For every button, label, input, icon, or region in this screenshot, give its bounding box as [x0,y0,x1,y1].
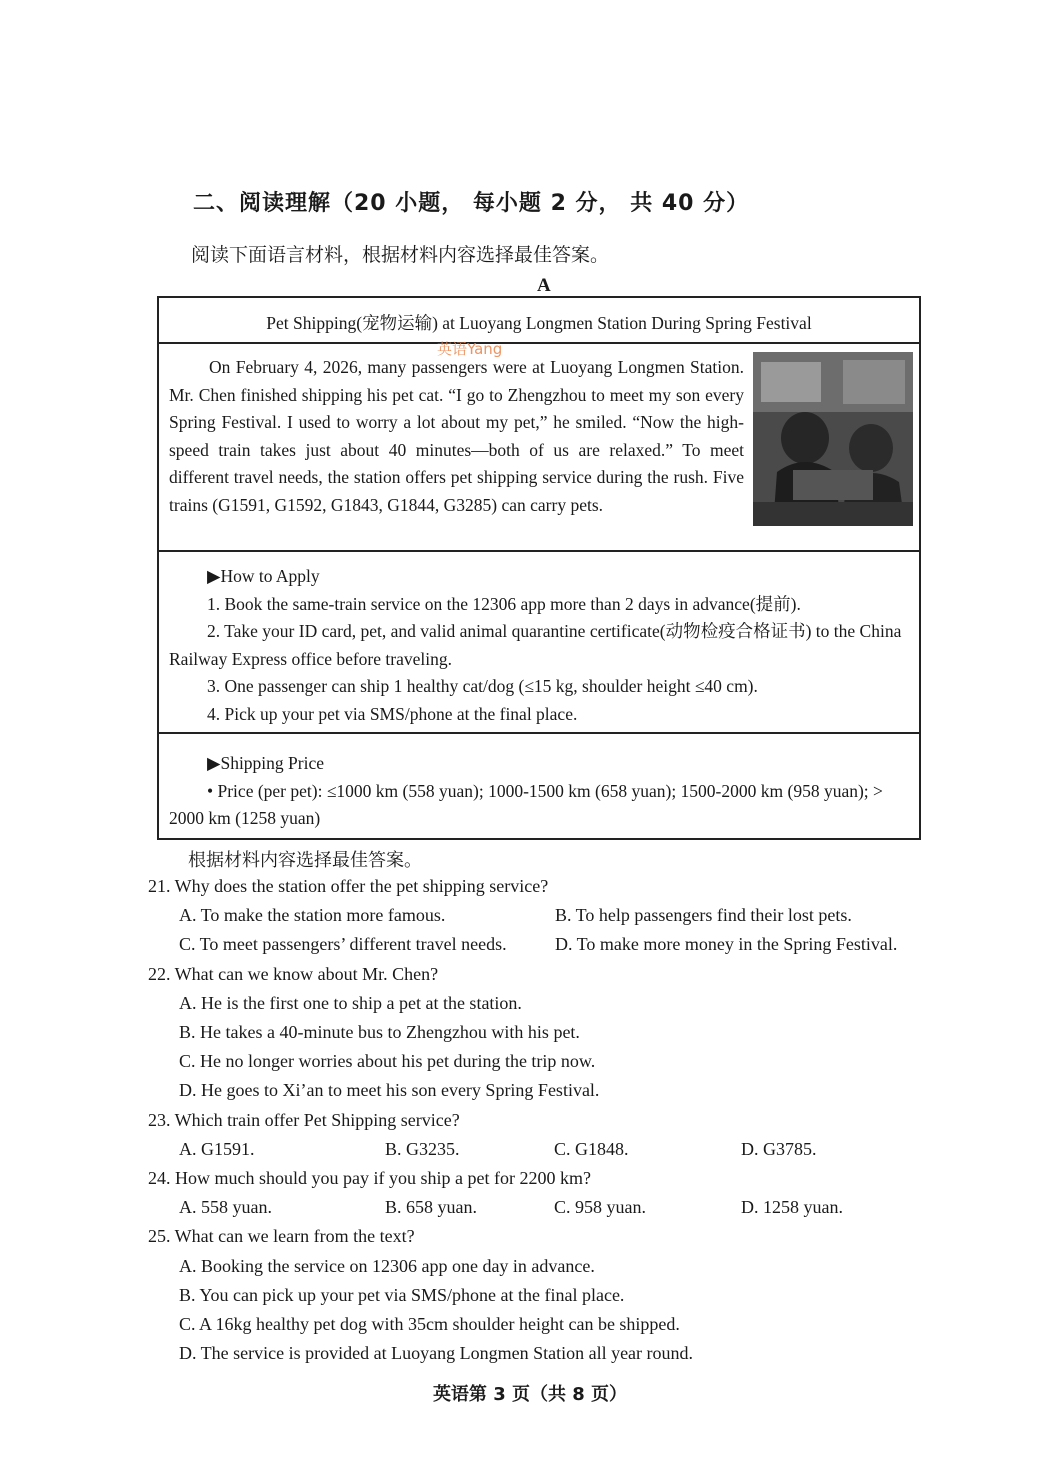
question-stem: 22. What can we know about Mr. Chen? [148,963,439,984]
questions [148,872,938,1368]
instruction: 阅读下面语言材料，根据材料内容选择最佳答案。 [191,244,610,266]
option[interactable]: B. G3235. [385,1138,460,1159]
option[interactable]: C. G1848. [554,1138,629,1159]
question-stem: 25. What can we learn from the text? [148,1226,415,1247]
option-row [148,901,938,930]
intro-paragraph [169,354,744,519]
divider [159,732,919,734]
watermark: 英语Yang [437,340,503,358]
price-section [169,750,913,833]
intro-text: On February 4, 2026, many passengers were at Luoyang Longmen Station. Mr. Chen finished shipping his pet cat. “I go to Zhengzhou to meet my son every Spring Festival. I used to worry a lot about my pet,” he smiled. “Now the high-speed train takes just about 40 minutes—both of us are relaxed.” To meet different travel needs, the station offers pet shipping service during the rush. Five trains (G1591, G1592, G1843, G1844, G3285) can carry pets. [169,357,744,515]
question-stem: 23. Which train offer Pet Shipping service? [148,1109,460,1130]
option-row [148,1135,938,1164]
photo-image [753,352,913,526]
passage-letter: A [537,275,551,296]
apply-item: 1. Book the same-train service on the 12306 app more than 2 days in advance(提前). [207,593,801,614]
passage-title: Pet Shipping(宠物运输) at Luoyang Longmen Station During Spring Festival [266,313,812,333]
apply-item: 4. Pick up your pet via SMS/phone at the final place. [207,703,578,724]
option[interactable]: D. To make more money in the Spring Festival. [555,934,898,955]
option-row [148,1193,938,1222]
section-heading: 二、阅读理解（20 小题， 每小题 2 分， 共 40 分） [193,191,750,216]
option[interactable]: A. G1591. [179,1138,255,1159]
apply-item: 2. Take your ID card, pet, and valid animal quarantine certificate(动物检疫合格证书) to the China Railway Express office before traveling. [169,621,902,669]
option[interactable]: A. 558 yuan. [179,1197,272,1218]
option-row [148,930,938,959]
question-instruction: 根据材料内容选择最佳答案。 [188,850,422,871]
option[interactable]: D. He goes to Xi’an to meet his son every Spring Festival. [179,1080,600,1101]
option[interactable]: C. To meet passengers’ different travel needs. [179,934,507,955]
option[interactable]: B. To help passengers find their lost pets. [555,905,852,926]
apply-section [169,563,913,728]
option[interactable]: D. 1258 yuan. [741,1197,843,1218]
divider [159,550,919,552]
option[interactable]: C. A 16kg healthy pet dog with 35cm shoulder height can be shipped. [179,1314,680,1335]
passenger-photo [753,352,913,526]
option[interactable]: B. You can pick up your pet via SMS/phone at the final place. [179,1284,625,1305]
option[interactable]: C. 958 yuan. [554,1197,646,1218]
option[interactable]: D. G3785. [741,1138,817,1159]
passage-box [157,296,921,840]
apply-heading: ▶How to Apply [207,566,320,586]
question-stem: 21. Why does the station offer the pet shipping service? [148,876,549,896]
option[interactable]: C. He no longer worries about his pet during the trip now. [179,1051,596,1072]
option[interactable]: A. To make the station more famous. [179,905,446,926]
option[interactable]: A. He is the first one to ship a pet at the station. [179,992,522,1013]
option[interactable]: A. Booking the service on 12306 app one day in advance. [179,1255,595,1276]
question-stem: 24. How much should you pay if you ship a pet for 2200 km? [148,1168,591,1189]
option[interactable]: B. 658 yuan. [385,1197,477,1218]
option[interactable]: B. He takes a 40-minute bus to Zhengzhou with his pet. [179,1022,580,1043]
option[interactable]: D. The service is provided at Luoyang Longmen Station all year round. [179,1343,694,1364]
price-line: • Price (per pet): ≤1000 km (558 yuan); 1000-1500 km (658 yuan); 1500-2000 km (958 yuan); > 2000 km (1258 yuan) [169,780,883,828]
page-footer: 英语第 3 页（共 8 页） [432,1384,628,1405]
divider [159,342,919,344]
price-heading: ▶Shipping Price [207,753,324,773]
apply-item: 3. One passenger can ship 1 healthy cat/dog (≤15 kg, shoulder height ≤40 cm). [207,676,758,696]
